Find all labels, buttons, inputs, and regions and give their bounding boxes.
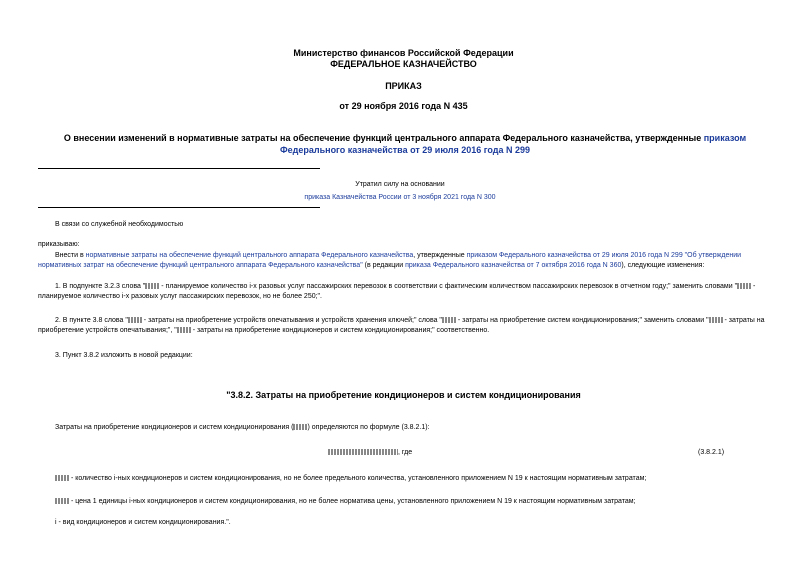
definition-3: i - вид кондиционеров и систем кондиционирования.". [55,519,231,526]
p1-link-order-299[interactable]: приказом Федерального казначейства от 29 июля 2016 года N 299 "Об утверждении нормативных затрат на обеспечение функций центрального аппарата Федерального казначейства" [38,252,742,269]
p1-link-norms[interactable]: нормативные затраты на обеспечение функций центрального аппарата Федерального казначейства [85,252,414,259]
p1-text-d: ), следующие изменения: [621,262,705,269]
formula-image-icon [328,449,398,455]
ministry-heading: Министерство финансов Российской Федерации [293,48,514,58]
item2-text-a: 2. В пункте 3.8 слова " [55,317,128,324]
formula-symbol-icon [55,475,69,481]
divider-bottom [38,207,320,208]
intro-paragraph: В связи со служебной необходимостью [55,221,184,228]
section-subheading: "3.8.2. Затраты на приобретение кондиционеров и систем кондиционирования [226,390,581,400]
formula-line [328,448,412,458]
item-3: 3. Пункт 3.8.2 изложить в новой редакции: [55,352,193,359]
order-word: приказываю: [38,241,80,248]
formula-where: , где [398,449,413,456]
formula-symbol-icon [177,327,191,333]
p1-link-order-360[interactable]: приказа Федерального казначейства от 7 октября 2016 года N 360 [405,262,622,269]
treasury-heading: ФЕДЕРАЛЬНОЕ КАЗНАЧЕЙСТВО [330,59,477,69]
item2-text-d: - затраты на приобретение устройств опечатывания;", " [38,317,765,334]
title-text: О внесении изменений в нормативные затраты на обеспечение функций центрального аппарата Федерального казначейства, утвержденные [63,133,704,143]
document-title [60,132,750,156]
paragraph-changes [38,251,768,271]
item2-text-e: - затраты на приобретение кондиционеров и систем кондиционирования;" соответственно. [190,327,490,334]
status-note-line1: Утратил силу на основании [355,181,445,188]
item-1 [38,282,768,302]
divider-top [38,168,320,169]
item2-text-b: - затраты на приобретение устройств опечатывания и устройств хранения ключей;" слова " [141,317,442,324]
definition-2 [55,497,636,507]
formula-symbol-icon [709,317,723,323]
formula-symbol-icon [145,283,159,289]
def2-text: - цена 1 единицы i-ных кондиционеров и систем кондиционирования, но не более норматива цены, установленного приложением N 19 к настоящим нормативным затратам; [69,498,636,505]
item2-text-c: - затраты на приобретение систем кондиционирования;" заменить словами " [455,317,709,324]
formula-symbol-icon [55,498,69,504]
item1-text-c: - планируемое количество i-х разовых услуг пассажирских перевозок, но не более 250;". [38,283,756,300]
p1-text-c: (в редакции [362,262,406,269]
title-link[interactable]: приказом Федерального казначейства от 29 июля 2016 года N 299 [279,133,747,155]
item-2 [38,316,768,336]
status-note [240,178,560,204]
date-number-heading: от 29 ноября 2016 года N 435 [339,101,468,111]
formula-symbol-icon [128,317,142,323]
doc-type-heading: ПРИКАЗ [385,81,422,91]
definition-1 [55,474,646,484]
p1-text-a: Внести в [55,252,86,259]
formula-symbol-icon [293,424,307,430]
p1-text-b: , утвержденные [413,252,467,259]
formula-intro [55,423,430,433]
formula-symbol-icon [442,317,456,323]
status-note-link[interactable]: приказа Казначейства России от 3 ноября 2021 года N 300 [304,194,496,201]
formula-intro-b: ) определяются по формуле (3.8.2.1): [307,424,430,431]
item1-text-a: 1. В подпункте 3.2.3 слова " [55,283,146,290]
def1-text: - количество i-ных кондиционеров и систем кондиционирования, но не более предельного количества, установленного приложением N 19 к настоящим нормативным затратам; [69,475,647,482]
item1-text-b: - планируемое количество i-х разовых услуг пассажирских перевозок в соответствии с фактическим количеством пассажирских перевозок в отчетном году;" заменить словами " [159,283,738,290]
formula-intro-a: Затраты на приобретение кондиционеров и систем кондиционирования ( [55,424,294,431]
formula-number: (3.8.2.1) [698,449,725,456]
formula-symbol-icon [737,283,751,289]
